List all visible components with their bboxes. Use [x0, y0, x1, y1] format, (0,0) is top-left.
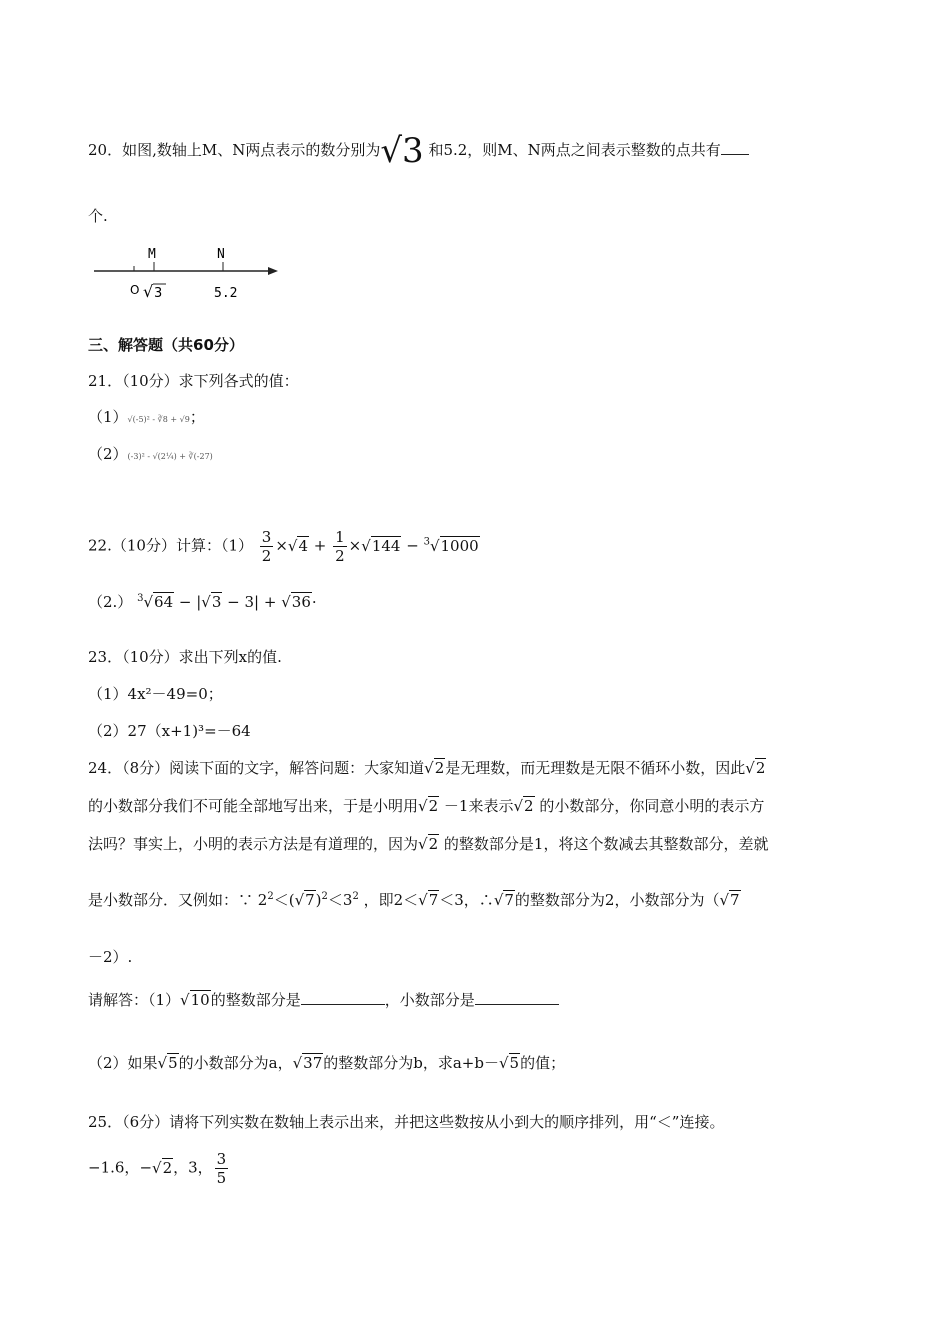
label-zero: O	[130, 283, 140, 297]
q24-line2: 的小数部分我们不可能全部地写出来，于是小明用√2 －1来表示√2 的小数部分，你同意小明的表示方	[88, 797, 765, 815]
q21-part1: （1）√(-5)² - ∛8 + √9；	[88, 408, 205, 426]
q22-part2: （2.） $^3$√64 − |√3 − 3| + √36·	[88, 593, 317, 611]
q24-line1: 24．（8分）阅读下面的文字，解答问题：大家知道√2是无理数，而无理数是无限不循环小数，因此√2	[88, 759, 766, 777]
sqrt3-big: √3	[380, 131, 424, 171]
q24-ask2: （2）如果√5的小数部分为a，√37的整数部分为b，求a+b－√5的值；	[88, 1054, 566, 1072]
q21-part2: （2）(-3)² - √(2¼) + ∛(-27)	[88, 445, 213, 463]
q24-line3: 法吗？事实上，小明的表示方法是有道理的，因为√2 的整数部分是1，将这个数减去其整数部分，差就	[88, 835, 769, 853]
fraction-3-2: $\frac{3}{2}$	[261, 528, 272, 565]
label-52: 5.2	[214, 286, 238, 301]
q23-title: 23．（10分）求出下列x的值.	[88, 648, 282, 666]
q24-line4: 是小数部分．又例如：∵ $2^2<(√7)^2<3^2$ ，即2＜√7＜3，∴√7的整数部分为2，小数部分为（√7	[88, 891, 740, 909]
answer-blank-20	[721, 138, 749, 155]
q21-expr2: (-3)² - √(2¼) + ∛(-27)	[127, 452, 213, 461]
label-sqrt-sign: √	[143, 282, 154, 301]
q25-values: −1.6，−√2，3， $\frac{3}{5}$	[88, 1150, 227, 1187]
q25-title: 25．（6分）请将下列实数在数轴上表示出来，并把这些数按从小到大的顺序排列，用“＜”连接。	[88, 1113, 725, 1131]
number-line-figure	[90, 240, 290, 310]
q21-expr1: √(-5)² - ∛8 + √9	[127, 415, 190, 424]
section-title: 三、解答题（共60分）	[88, 336, 244, 354]
q23-part2: （2）27（x+1)³=－64	[88, 722, 251, 740]
label-sqrt3: 3	[154, 286, 163, 301]
label-n: N	[217, 247, 225, 262]
q20-line1: 20．如图,数轴上M、N两点表示的数分别为√3 和5.2，则M、N两点之间表示整数的点共有	[88, 138, 870, 162]
fraction-3-5: $\frac{3}{5}$	[216, 1150, 227, 1187]
q24-ask1: 请解答：（1）√10的整数部分是 ，小数部分是	[88, 988, 870, 1011]
q24-line5: －2）.	[88, 948, 133, 966]
q23-part1: （1）4x²－49=0；	[88, 685, 223, 703]
label-m: M	[148, 247, 156, 262]
q20-line2: 个.	[88, 207, 108, 225]
answer-blank-int	[301, 988, 385, 1005]
answer-blank-dec	[475, 988, 559, 1005]
q22-part1: 22.（10分）计算：（1） $\frac{3}{2}$ ×√4 + $\frac{1}{2}$ ×√144 − $^3$√1000	[88, 528, 479, 565]
fraction-1-2: $\frac{1}{2}$	[335, 528, 345, 565]
axis-arrow	[268, 267, 278, 275]
q21-title: 21．（10分）求下列各式的值：	[88, 372, 299, 390]
